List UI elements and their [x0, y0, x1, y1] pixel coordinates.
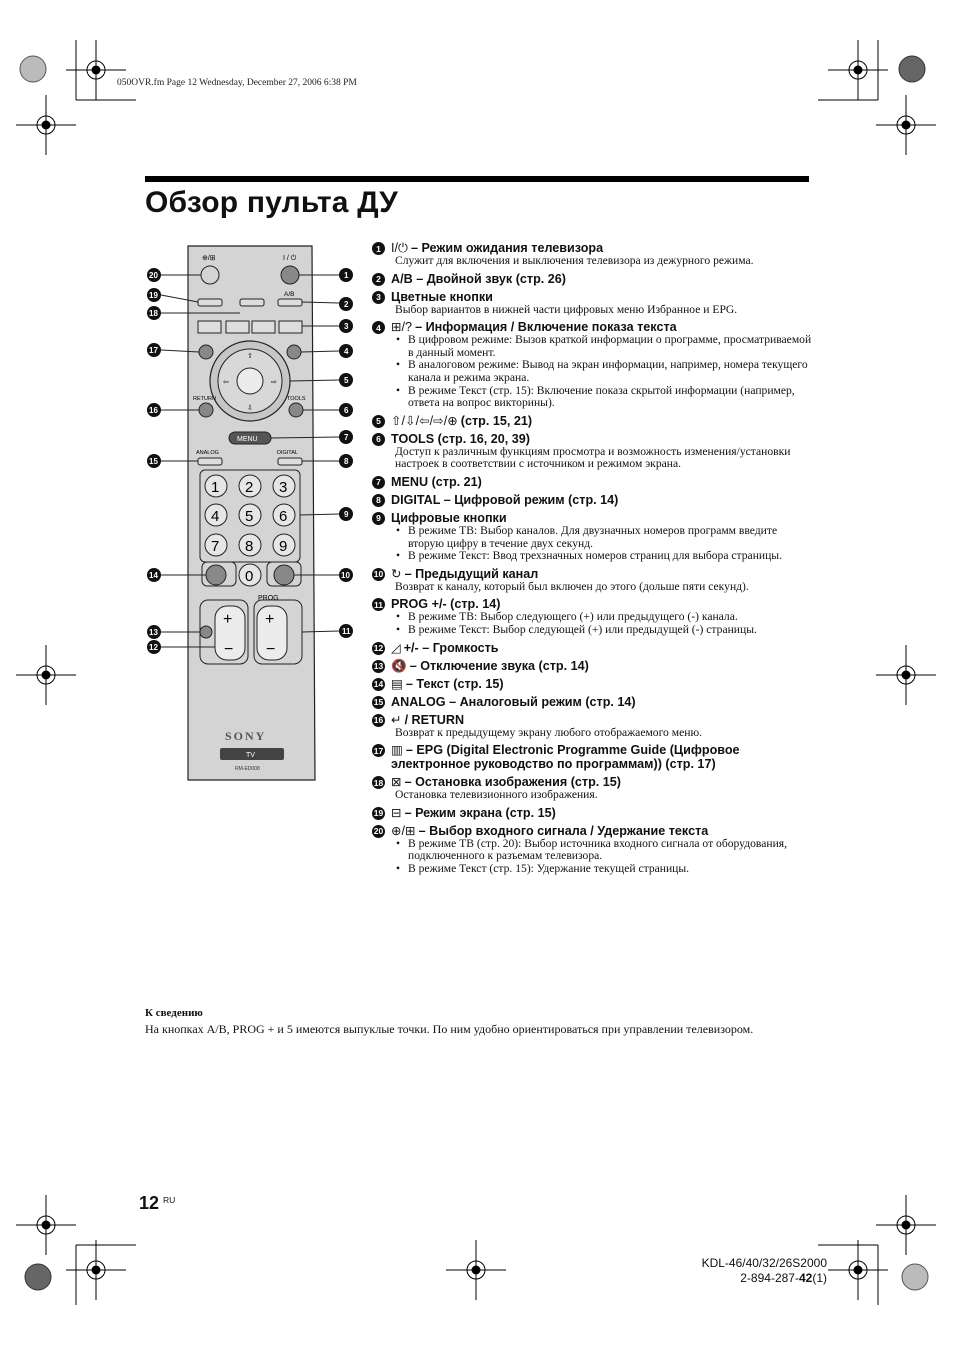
svg-text:10: 10: [341, 571, 350, 580]
svg-text:6: 6: [279, 508, 288, 525]
item-number: 13: [373, 661, 384, 671]
item-heading: A/B – Двойной звук (стр. 26): [391, 271, 566, 286]
item-heading: (стр. 15, 21): [460, 413, 533, 428]
analog-label: ANALOG: [196, 450, 219, 456]
item-number: 14: [373, 679, 384, 689]
svg-text:19: 19: [149, 291, 158, 300]
item-description: Служит для включения и выключения телевизора из дежурного режима.: [395, 254, 754, 267]
item-bullet: • В режиме ТВ: Выбор следующего (+) или предыдущего (-) канала.: [395, 611, 812, 624]
item-bullet: • В режиме Текст (стр. 15): Включение показа скрытой информации (например, ответа на вопрос викторины).: [395, 385, 812, 410]
item-number: 16: [373, 715, 384, 725]
item-number: 20: [373, 826, 384, 837]
svg-text:5: 5: [344, 376, 349, 385]
svg-text:15: 15: [149, 457, 158, 466]
item-3: [372, 290, 812, 317]
svg-text:−: −: [266, 641, 276, 658]
item-bullet: • В цифровом режиме: Вызов краткой информации о программе, просматриваемой в данный момент.: [395, 334, 812, 359]
svg-text:9: 9: [279, 538, 288, 555]
note-block: [145, 1007, 810, 1036]
input-button: [201, 266, 219, 284]
svg-text:11: 11: [342, 627, 351, 636]
return-button: [199, 403, 213, 417]
page-language: RU: [163, 1195, 176, 1205]
item-7: [372, 475, 812, 489]
item-icon: ◿: [391, 640, 401, 655]
item-heading: TOOLS (стр. 16, 20, 39): [391, 431, 530, 446]
page-number-block: [139, 1193, 175, 1214]
svg-text:⇦: ⇦: [223, 379, 229, 386]
item-15: [372, 695, 812, 709]
item-icon: ▥: [391, 743, 403, 758]
item-icon: ⊞/?: [391, 320, 413, 335]
item-icon: ↵: [391, 712, 402, 727]
svg-text:⇧: ⇧: [247, 353, 253, 360]
item-heading: PROG +/- (стр. 14): [391, 597, 501, 612]
item-19: [372, 806, 812, 820]
svg-text:14: 14: [149, 571, 158, 580]
svg-text:+: +: [223, 611, 233, 628]
item-bullet: • В режиме Текст: Выбор следующей (+) или предыдущей (-) страницы.: [395, 624, 812, 637]
footer-model-block: [702, 1256, 827, 1286]
green-button: [226, 321, 249, 333]
power-label: I / ⏻: [283, 255, 297, 262]
input-label: ⊕/⊞: [202, 255, 216, 262]
item-heading: – Остановка изображения (стр. 15): [404, 775, 621, 790]
item-heading: Цветные кнопки: [391, 289, 493, 304]
item-20: [372, 824, 812, 876]
screen-mode-button: [198, 299, 222, 306]
item-number: 7: [372, 476, 385, 489]
ab-button: [278, 299, 302, 306]
item-icon: ▤: [391, 676, 403, 691]
item-icon: ⊟: [391, 805, 402, 820]
svg-text:7: 7: [211, 538, 220, 555]
item-16: [372, 713, 812, 740]
item-icon: ⊕/⊞: [391, 823, 416, 838]
svg-text:4: 4: [344, 347, 349, 356]
button-descriptions: [372, 241, 812, 879]
prev-channel-button: [274, 565, 294, 585]
item-heading: – Режим ожидания телевизора: [410, 241, 604, 255]
item-description: Возврат к предыдущему экрану любого отображаемого меню.: [395, 725, 703, 739]
svg-text:17: 17: [149, 346, 158, 355]
brand-logo: SONY: [225, 729, 267, 743]
svg-text:4: 4: [211, 508, 220, 525]
item-number: 8: [372, 494, 385, 507]
item-6: [372, 432, 812, 471]
item-heading: – Информация / Включение показа текста: [415, 320, 677, 335]
item-11: [372, 597, 812, 636]
item-icon: ↻: [391, 566, 402, 581]
svg-text:2: 2: [245, 479, 254, 496]
item-heading: +/- – Громкость: [403, 640, 499, 655]
item-number: 6: [372, 433, 385, 446]
item-description: Возврат к каналу, который был включен до этого (дольше пяти секунд).: [395, 579, 749, 593]
item-number: 19: [373, 808, 384, 819]
item-4: [372, 320, 812, 410]
power-button: [281, 266, 299, 284]
item-1: [372, 241, 812, 268]
item-description: Остановка телевизионного изображения.: [395, 788, 598, 802]
red-button: [198, 321, 221, 333]
svg-text:⇨: ⇨: [271, 379, 277, 386]
svg-text:8: 8: [245, 538, 254, 555]
item-9: [372, 511, 812, 563]
mute-button: [200, 626, 212, 638]
item-number: 3: [372, 291, 385, 304]
document-code: 2-894-287-42(1): [740, 1271, 827, 1285]
item-heading: ANALOG – Аналоговый режим (стр. 14): [391, 694, 636, 709]
tools-label: TOOLS: [287, 396, 306, 402]
item-number: 11: [374, 599, 383, 610]
item-number: 9: [372, 512, 385, 525]
item-icon: I/⏻: [391, 241, 408, 255]
item-bullet: • В режиме ТВ (стр. 20): Выбор источника входного сигнала от оборудования, подключенного к разъемам телевизора.: [395, 838, 812, 863]
blue-button: [279, 321, 302, 333]
item-number: 1: [372, 242, 385, 255]
svg-text:2: 2: [344, 300, 349, 309]
info-button: [287, 345, 301, 359]
item-number: 17: [373, 745, 384, 756]
item-heading: – EPG (Digital Electronic Programme Guide (Цифровое электронное руководство по программам)) (стр. 17): [391, 743, 740, 772]
item-heading: – Предыдущий канал: [404, 566, 539, 581]
item-heading: – Режим экрана (стр. 15): [404, 805, 556, 820]
svg-text:0: 0: [245, 568, 254, 585]
epg-button: [199, 345, 213, 359]
svg-text:9: 9: [344, 510, 349, 519]
note-title: К сведению: [145, 1007, 203, 1019]
ok-button: [237, 368, 263, 394]
digital-button: [278, 458, 302, 465]
text-button: [206, 565, 226, 585]
item-number: 2: [372, 273, 385, 286]
item-8: [372, 493, 812, 507]
item-heading: – Выбор входного сигнала / Удержание текста: [418, 823, 709, 838]
freeze-button: [240, 299, 264, 306]
svg-text:12: 12: [149, 643, 158, 652]
item-13: [372, 659, 812, 673]
item-2: [372, 272, 812, 286]
title-rule: [145, 176, 809, 182]
ab-label: A/B: [284, 291, 295, 298]
svg-text:⇩: ⇩: [247, 405, 253, 412]
item-5: [372, 414, 812, 428]
page-title: Обзор пульта ДУ: [145, 186, 399, 219]
prog-label: PROG: [258, 595, 279, 602]
note-text: На кнопках A/B, PROG + и 5 имеются выпуклые точки. По ним удобно ориентироваться при управлении телевизором.: [145, 1022, 754, 1036]
item-heading: – Отключение звука (стр. 14): [409, 658, 589, 673]
page-number: 12: [139, 1193, 160, 1213]
item-number: 12: [373, 643, 384, 653]
digit-buttons: [205, 475, 295, 556]
svg-text:1: 1: [211, 479, 220, 496]
item-heading: – Текст (стр. 15): [405, 676, 504, 691]
item-icon: ⇧/⇩/⇦/⇨/⊕: [391, 413, 458, 428]
svg-text:−: −: [224, 641, 234, 658]
item-heading: MENU (стр. 21): [391, 474, 482, 489]
item-number: 15: [373, 697, 384, 707]
tools-button: [289, 403, 303, 417]
svg-text:18: 18: [149, 309, 158, 318]
digital-label: DIGITAL: [277, 450, 298, 456]
svg-text:3: 3: [279, 479, 288, 496]
menu-label: MENU: [237, 436, 258, 443]
analog-button: [198, 458, 222, 465]
model-label: RM-ED008: [235, 766, 260, 772]
return-label: RETURN: [193, 396, 216, 402]
item-bullet: • В режиме Текст (стр. 15): Удержание текущей страницы.: [395, 863, 812, 876]
item-description: Доступ к различным функциям просмотра и возможность изменения/установки настроек в соответствии с источником и режимом экрана.: [395, 444, 791, 471]
item-heading: / RETURN: [404, 712, 465, 727]
remote-illustration: [140, 240, 365, 795]
svg-text:5: 5: [245, 508, 254, 525]
yellow-button: [252, 321, 275, 333]
item-bullet: • В аналоговом режиме: Вывод на экран информации, например, номера текущего канала и режима экрана.: [395, 359, 812, 384]
item-description: Выбор вариантов в нижней части цифровых меню Избранное и EPG.: [395, 302, 738, 316]
item-heading: DIGITAL – Цифровой режим (стр. 14): [391, 492, 619, 507]
file-info: 050OVR.fm Page 12 Wednesday, December 27, 2006 6:38 PM: [117, 78, 357, 88]
svg-text:20: 20: [149, 271, 158, 280]
svg-text:13: 13: [149, 628, 158, 637]
item-number: 18: [373, 777, 384, 788]
item-bullet: • В режиме ТВ: Выбор каналов. Для двузначных номеров программ введите вторую цифру в течение двух секунд.: [395, 525, 812, 550]
model-number: KDL-46/40/32/26S2000: [701, 1256, 827, 1270]
item-icon: 🔇: [391, 658, 407, 673]
svg-text:16: 16: [149, 406, 158, 415]
item-icon: ⊠: [391, 775, 402, 790]
item-10: [372, 567, 812, 594]
svg-text:7: 7: [344, 433, 349, 442]
item-17: [372, 743, 812, 771]
item-14: [372, 677, 812, 691]
item-heading: Цифровые кнопки: [391, 510, 507, 525]
svg-text:3: 3: [344, 322, 349, 331]
svg-text:+: +: [265, 611, 275, 628]
tv-label: TV: [246, 752, 255, 759]
item-18: [372, 775, 812, 802]
item-number: 4: [372, 321, 385, 334]
item-12: [372, 641, 812, 655]
svg-text:1: 1: [344, 271, 349, 280]
svg-text:8: 8: [344, 457, 349, 466]
svg-text:6: 6: [344, 406, 349, 415]
item-bullet: • В режиме Текст: Ввод трехзначных номеров страниц для выбора страницы.: [395, 550, 812, 563]
item-number: 10: [373, 569, 384, 580]
item-number: 5: [372, 415, 385, 428]
